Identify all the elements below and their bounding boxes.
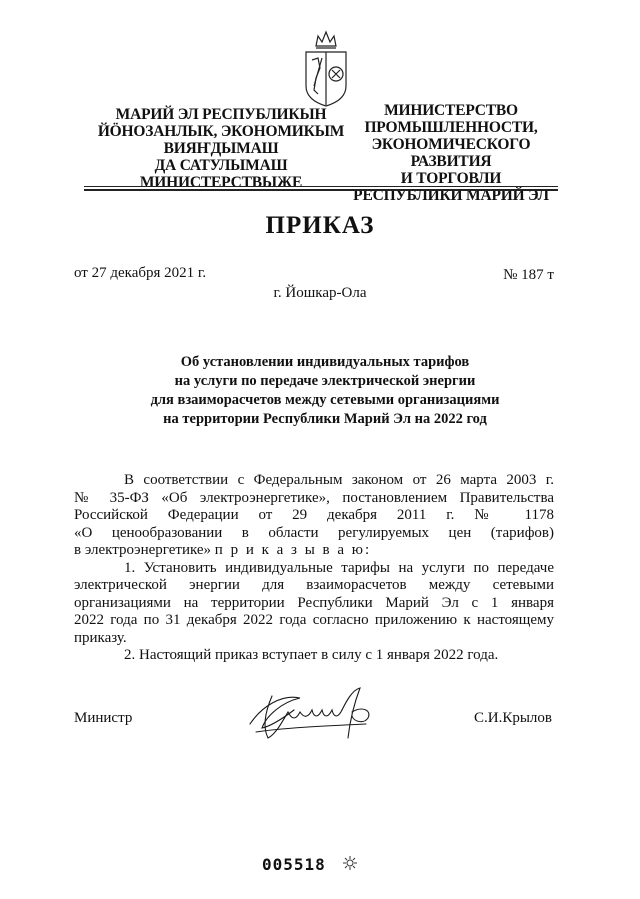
body-line: Российской Федерации от 29 декабря 2011 г. № 1178 — [74, 507, 554, 523]
ministry-name-mari — [90, 106, 352, 191]
body-line: В соответствии с Федеральным законом от 26 марта 2003 г. — [124, 472, 554, 488]
header-right-line: ПРОМЫШЛЕННОСТИ, — [364, 119, 538, 136]
subject-line: на территории Республики Марий Эл на 2022 год — [163, 411, 487, 427]
header-right-line: И ТОРГОВЛИ — [400, 170, 502, 187]
coat-of-arms-icon — [300, 28, 352, 108]
document-title: ПРИКАЗ — [265, 212, 375, 239]
body-line: приказу. — [74, 629, 127, 646]
form-serial-number: 005518 — [262, 855, 326, 874]
header-right-line: МИНИСТЕРСТВО — [384, 102, 518, 119]
handwritten-signature — [242, 676, 392, 746]
header-divider — [84, 186, 558, 187]
header-left-line: ДА САТУЛЫМАШ — [154, 157, 288, 174]
header-divider-thick — [84, 189, 558, 191]
rosette-icon — [342, 855, 358, 871]
body-line: организациями на территории Республики Марий Эл с 1 января — [74, 594, 554, 611]
body-line: 1. Установить индивидуальные тарифы на услуги по передаче — [124, 559, 554, 576]
order-command: п р и к а з ы в а ю: — [214, 542, 372, 558]
header-right-line: РЕСПУБЛИКИ МАРИЙ ЭЛ — [353, 187, 549, 204]
header-left-line: МИНИСТЕРСТВЫЖЕ — [139, 174, 303, 191]
header-right-line: ЭКОНОМИЧЕСКОГО РАЗВИТИЯ — [371, 136, 531, 170]
subject-line: на услуги по передаче электрической энергии — [174, 373, 476, 389]
signatory-name: С.И.Крылов — [474, 710, 552, 726]
body-line — [74, 542, 554, 560]
subject-line: для взаиморасчетов между сетевыми организациями — [150, 392, 500, 408]
body-line-text: в электроэнергетике» — [74, 542, 212, 558]
document-number: № 187 т — [503, 267, 554, 283]
body-line: «О ценообразовании в области регулируемых цен (тарифов) — [74, 524, 554, 541]
body-line: 2022 года по 31 декабря 2022 года согласно приложению к настоящему — [74, 612, 554, 628]
body-line: электрической энергии для взаиморасчетов между сетевыми — [74, 577, 554, 593]
document-date: от 27 декабря 2021 г. — [74, 265, 207, 281]
signatory-position: Министр — [74, 710, 133, 726]
header-left-line: МАРИЙ ЭЛ РЕСПУБЛИКЫН — [115, 106, 327, 123]
document-body — [74, 472, 554, 665]
document-subject — [110, 353, 540, 429]
header-left-line: ЙӦНОЗАНЛЫК, ЭКОНОМИКЫМ — [97, 123, 345, 140]
body-line: № 35-ФЗ «Об электроэнергетике», постановлением Правительства — [74, 489, 554, 506]
subject-line: Об установлении индивидуальных тарифов — [180, 354, 470, 370]
header-left-line: ВИЯҤДЫМАШ — [163, 140, 279, 157]
document-city: г. Йошкар-Ола — [273, 285, 367, 301]
body-line: 2. Настоящий приказ вступает в силу с 1 января 2022 года. — [124, 647, 499, 663]
